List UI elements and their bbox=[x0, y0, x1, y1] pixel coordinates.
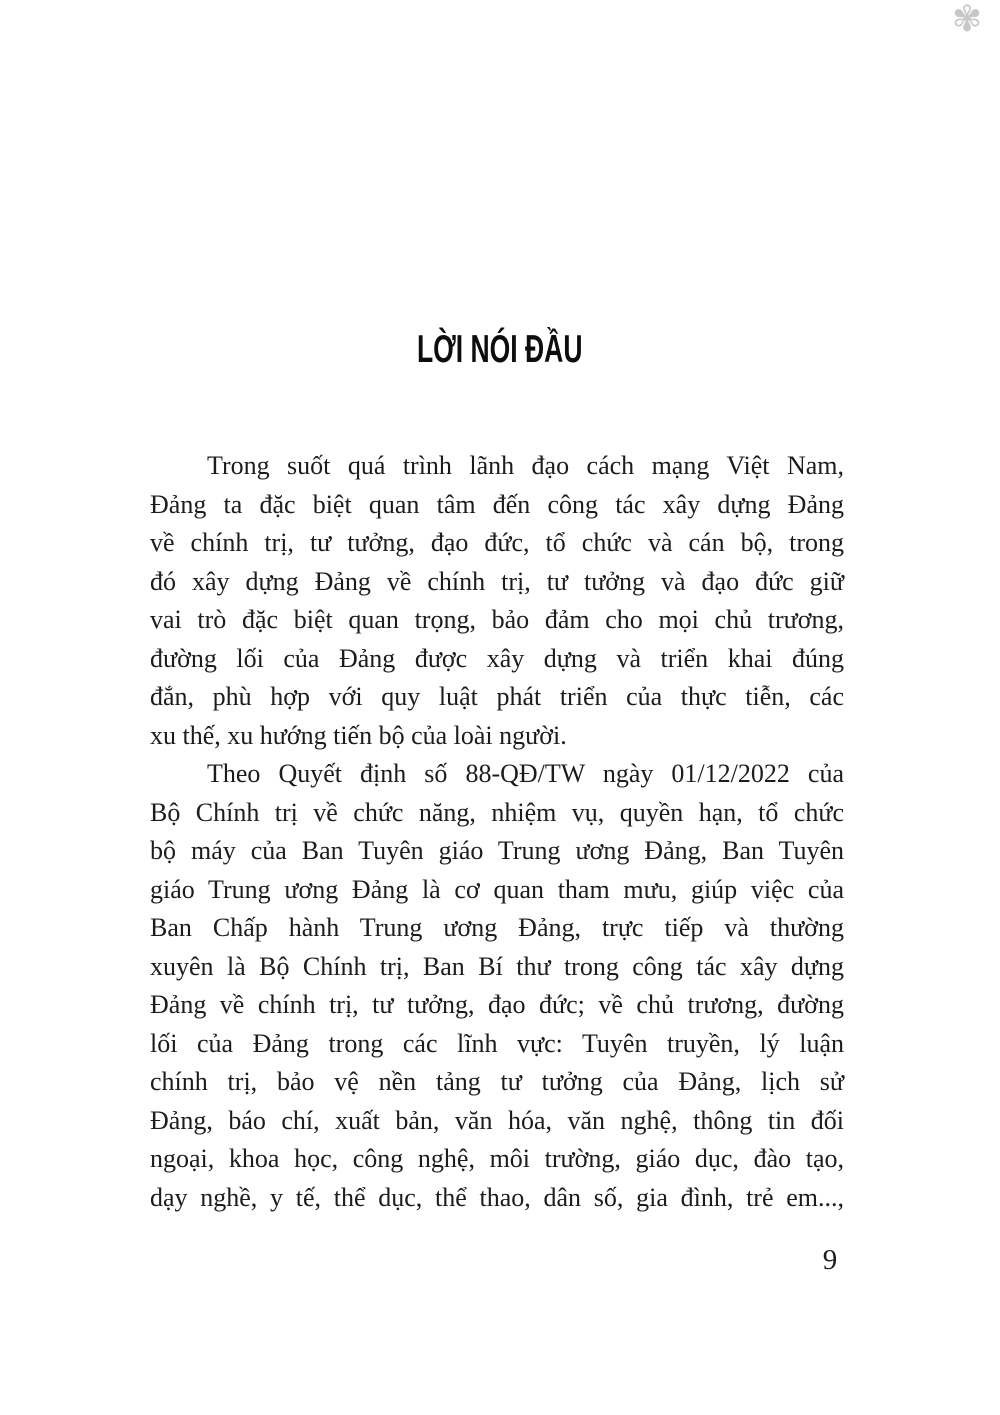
text-line: xu thế, xu hướng tiến bộ của loài người. bbox=[150, 720, 567, 750]
text-line: đó xây dựng Đảng về chính trị, tư tưởng và đạo đức giữ bbox=[150, 566, 844, 596]
page-number: 9 bbox=[822, 1244, 838, 1276]
text-line: ngoại, khoa học, công nghệ, môi trường, giáo dục, đào tạo, bbox=[150, 1144, 844, 1173]
text-line: Bộ Chính trị về chức năng, nhiệm vụ, quyền hạn, tổ chức bbox=[150, 797, 844, 827]
text-line: Theo Quyết định số 88-QĐ/TW ngày 01/12/2022 của bbox=[207, 759, 844, 788]
body-text bbox=[150, 447, 844, 1217]
text-line: đường lối của Đảng được xây dựng và triển khai đúng bbox=[150, 643, 844, 673]
text-line: đắn, phù hợp với quy luật phát triển của thực tiễn, các bbox=[150, 682, 844, 711]
text-line: xuyên là Bộ Chính trị, Ban Bí thư trong công tác xây dựng bbox=[150, 951, 844, 981]
text-line: về chính trị, tư tưởng, đạo đức, tổ chức và cán bộ, trong bbox=[150, 528, 844, 557]
text-line: lối của Đảng trong các lĩnh vực: Tuyên truyền, lý luận bbox=[150, 1028, 844, 1058]
text-line: vai trò đặc biệt quan trọng, bảo đảm cho mọi chủ trương, bbox=[150, 605, 844, 634]
text-line: giáo Trung ương Đảng là cơ quan tham mưu, giúp việc của bbox=[150, 874, 844, 904]
text-line: chính trị, bảo vệ nền tảng tư tưởng của Đảng, lịch sử bbox=[150, 1067, 844, 1096]
florette-icon: ✾ bbox=[951, 0, 982, 40]
text-line: Đảng, báo chí, xuất bản, văn hóa, văn nghệ, thông tin đối bbox=[150, 1105, 844, 1135]
text-line: Trong suốt quá trình lãnh đạo cách mạng Việt Nam, bbox=[207, 451, 844, 480]
text-line: Ban Chấp hành Trung ương Đảng, trực tiếp và thường bbox=[150, 913, 844, 942]
page-title-wrap bbox=[0, 328, 1000, 372]
text-line: Đảng ta đặc biệt quan tâm đến công tác xây dựng Đảng bbox=[150, 489, 844, 519]
text-line: dạy nghề, y tế, thể dục, thể thao, dân số, gia đình, trẻ em..., bbox=[150, 1182, 844, 1212]
page-title: LỜI NÓI ĐẦU bbox=[417, 328, 583, 371]
text-line: Đảng về chính trị, tư tưởng, đạo đức; về chủ trương, đường bbox=[150, 990, 844, 1019]
text-line: bộ máy của Ban Tuyên giáo Trung ương Đảng, Ban Tuyên bbox=[150, 836, 844, 865]
